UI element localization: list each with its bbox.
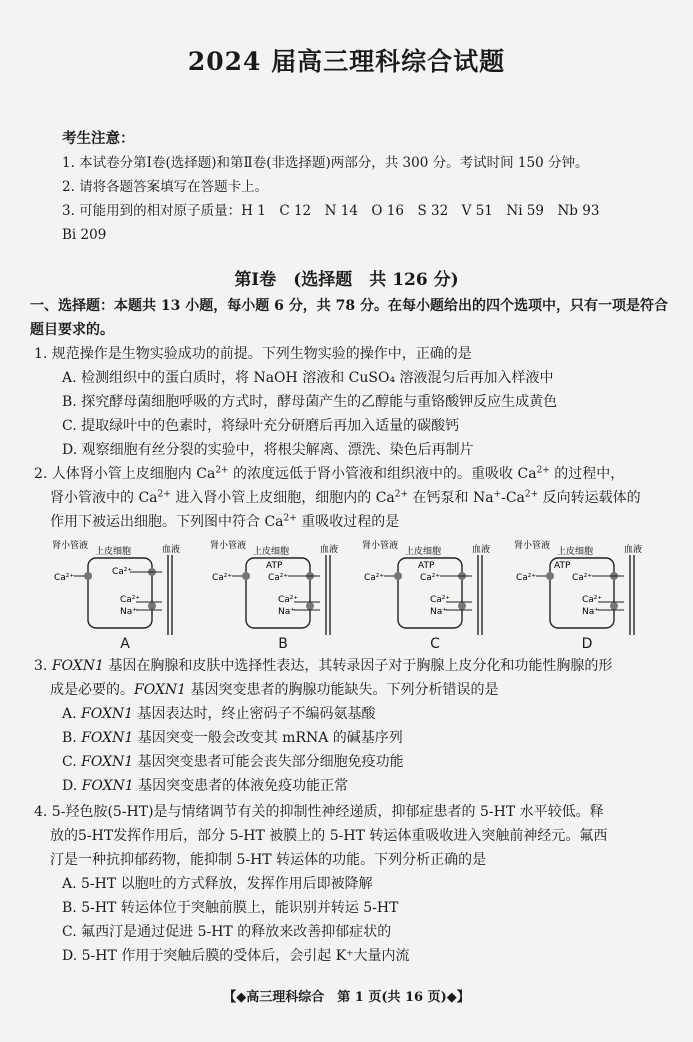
- diagram-b: [208, 540, 358, 650]
- diagram-a: [50, 540, 200, 650]
- notice-head: 考生注意：: [62, 130, 135, 147]
- instructions: 一、选择题：本题共 13 小题，每小题 6 分，共 78 分。在每小题给出的四个选项中，只有一项是符合题目要求的。: [30, 298, 668, 338]
- exam-title: 2024 届高三理科综合试题: [187, 47, 506, 76]
- svg-text:Na⁺: Na⁺: [120, 607, 137, 617]
- blood-label: 血液: [162, 545, 181, 555]
- option-b: B. 5-HT 转运体位于突触前膜上，能识别并转运 5-HT: [62, 900, 399, 916]
- diagram-option-label: C: [430, 636, 440, 652]
- question-2: [34, 462, 674, 534]
- svg-text:Ca²⁺: Ca²⁺: [278, 595, 299, 605]
- svg-text:ATP: ATP: [418, 561, 435, 571]
- svg-text:Ca²⁺: Ca²⁺: [516, 573, 537, 583]
- transport-diagrams: [50, 540, 670, 650]
- notice-item: 1. 本试卷分第Ⅰ卷(选择题)和第Ⅱ卷(非选择题)两部分，共 300 分。考试时间 150 分钟。: [62, 155, 589, 171]
- question-stem-cont: 成是必要的。FOXN1 基因突变患者的胸腺功能缺失。下列分析错误的是: [50, 682, 499, 698]
- notice-block: [62, 127, 672, 247]
- option-d: D. 5-HT 作用于突触后膜的受体后，会引起 K⁺大量内流: [62, 948, 410, 964]
- svg-text:上皮细胞: 上皮细胞: [405, 547, 442, 557]
- notice-item: 3. 可能用到的相对原子质量：H 1 C 12 N 14 O 16 S 32 V 51 Ni 59 Nb 93: [62, 203, 600, 219]
- question-stem: 4. 5-羟色胺(5-HT)是与情绪调节有关的抑制性神经递质，抑郁症患者的 5-HT 水平较低。释: [34, 804, 604, 820]
- option-b: B. 探究酵母菌细胞呼吸的方式时，酵母菌产生的乙醇能与重铬酸钾反应生成黄色: [62, 394, 558, 410]
- svg-text:Ca²⁺: Ca²⁺: [268, 573, 289, 583]
- tubule-label: 肾小管液: [52, 541, 89, 551]
- option-a: A. FOXN1 基因表达时，终止密码子不编码氨基酸: [62, 706, 376, 722]
- option-a: A. 检测组织中的蛋白质时，将 NaOH 溶液和 CuSO₄ 溶液混匀后再加入样液中: [62, 370, 554, 386]
- question-stem-cont: 放的5-HT发挥作用后，部分 5-HT 被膜上的 5-HT 转运体重吸收进入突触前神经元。氟西: [50, 828, 608, 844]
- svg-text:Ca²⁺: Ca²⁺: [430, 595, 451, 605]
- svg-text:肾小管液: 肾小管液: [514, 541, 551, 551]
- svg-text:Na⁺: Na⁺: [582, 607, 599, 617]
- question-1: [34, 342, 674, 462]
- question-3: [34, 654, 674, 798]
- option-b: B. FOXN1 基因突变一般会改变其 mRNA 的碱基序列: [62, 730, 403, 746]
- svg-text:Ca²⁺: Ca²⁺: [364, 573, 385, 583]
- option-d: D. FOXN1 基因突变患者的体液免疫功能正常: [62, 778, 349, 794]
- svg-text:Ca²⁺: Ca²⁺: [112, 567, 133, 577]
- svg-text:血液: 血液: [472, 545, 491, 555]
- option-c: C. FOXN1 基因突变患者可能会丧失部分细胞免疫功能: [62, 754, 404, 770]
- option-d: D. 观察细胞有丝分裂的实验中，将根尖解离、漂洗、染色后再制片: [62, 442, 474, 458]
- page-footer: 【◆高三理科综合 第 1 页(共 16 页)◆】: [223, 990, 470, 1005]
- svg-text:上皮细胞: 上皮细胞: [557, 547, 594, 557]
- cell-label: 上皮细胞: [95, 547, 132, 557]
- diagram-c: [360, 540, 510, 650]
- svg-text:血液: 血液: [624, 545, 643, 555]
- svg-text:上皮细胞: 上皮细胞: [253, 547, 290, 557]
- svg-text:Ca²⁺: Ca²⁺: [420, 573, 441, 583]
- svg-text:Ca²⁺: Ca²⁺: [212, 573, 233, 583]
- option-c: C. 氟西汀是通过促进 5-HT 的释放来改善抑郁症状的: [62, 924, 392, 940]
- question-stem-cont: 肾小管液中的 $Ca^{2+}$ 进入肾小管上皮细胞，细胞内的 $Ca^{2+}$ 在钙泵和 $Na^+-Ca^{2+}$ 反向转运载体的: [50, 489, 641, 506]
- svg-text:肾小管液: 肾小管液: [210, 541, 247, 551]
- svg-text:血液: 血液: [320, 545, 339, 555]
- svg-text:Ca²⁺: Ca²⁺: [582, 595, 603, 605]
- svg-text:ATP: ATP: [266, 561, 283, 571]
- section-title: 第Ⅰ卷 (选择题 共 126 分): [234, 270, 459, 290]
- question-stem-cont: 作用下被运出细胞。下列图中符合 $Ca^{2+}$ 重吸收过程的是: [50, 513, 400, 530]
- question-stem-cont: 汀是一种抗抑郁药物，能抑制 5-HT 转运体的功能。下列分析正确的是: [50, 852, 487, 868]
- svg-text:肾小管液: 肾小管液: [362, 541, 399, 551]
- notice-item: Bi 209: [62, 227, 107, 243]
- question-stem: 1. 规范操作是生物实验成功的前提。下列生物实验的操作中，正确的是: [34, 346, 472, 362]
- option-a: A. 5-HT 以胞吐的方式释放，发挥作用后即被降解: [62, 876, 373, 892]
- svg-text:Ca²⁺: Ca²⁺: [572, 573, 593, 583]
- svg-text:Ca²⁺: Ca²⁺: [54, 573, 75, 583]
- svg-text:Ca²⁺: Ca²⁺: [120, 595, 141, 605]
- svg-text:Na⁺: Na⁺: [278, 607, 295, 617]
- diagram-option-label: A: [120, 636, 130, 652]
- diagram-option-label: D: [581, 636, 593, 652]
- question-4: [34, 800, 674, 968]
- svg-text:ATP: ATP: [554, 561, 571, 571]
- question-stem: 2. 人体肾小管上皮细胞内 $Ca^{2+}$ 的浓度远低于肾小管液和组织液中的。重吸收 $Ca^{2+}$ 的过程中，: [34, 465, 625, 482]
- diagram-option-label: B: [278, 636, 288, 652]
- option-c: C. 提取绿叶中的色素时，将绿叶充分研磨后再加入适量的碳酸钙: [62, 418, 460, 434]
- diagram-d: [512, 540, 662, 650]
- notice-item: 2. 请将各题答案填写在答题卡上。: [62, 179, 269, 195]
- svg-text:Na⁺: Na⁺: [430, 607, 447, 617]
- question-stem: 3. FOXN1 基因在胸腺和皮肤中选择性表达，其转录因子对于胸腺上皮分化和功能性胸腺的形: [34, 658, 613, 674]
